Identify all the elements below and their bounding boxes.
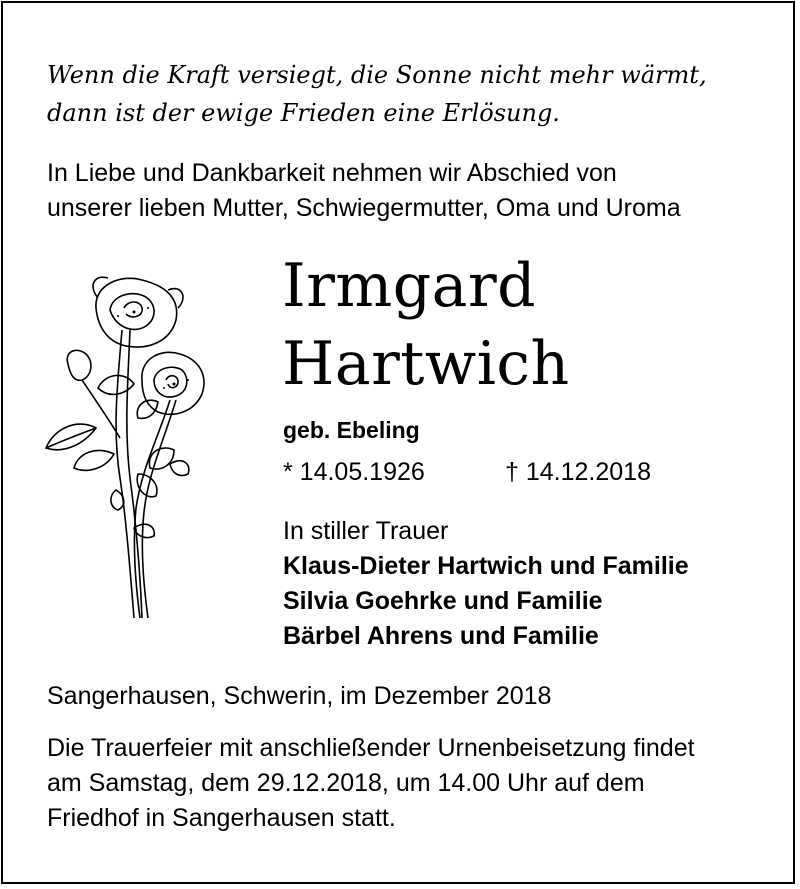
death-date: † 14.12.2018: [505, 458, 651, 486]
funeral-line-2: am Samstag, dem 29.12.2018, um 14.00 Uhr auf dem: [47, 769, 645, 797]
deceased-first-name: Irmgard: [282, 251, 537, 321]
mourners-heading: In stiller Trauer: [283, 517, 449, 545]
place-date: Sangerhausen, Schwerin, im Dezember 2018: [47, 682, 552, 710]
rose-icon: [38, 268, 216, 620]
deceased-last-name: Hartwich: [282, 329, 570, 399]
quote-line-1: Wenn die Kraft versiegt, die Sonne nicht mehr wärmt,: [47, 61, 707, 89]
funeral-line-3: Friedhof in Sangerhausen statt.: [47, 804, 396, 832]
mourner-name: Bärbel Ahrens und Familie: [283, 622, 599, 650]
intro-line-1: In Liebe und Dankbarkeit nehmen wir Abschied von: [47, 159, 617, 187]
mourner-name: Silvia Goehrke und Familie: [283, 587, 603, 615]
quote-line-2: dann ist der ewige Frieden eine Erlösung.: [47, 99, 560, 127]
mourner-name: Klaus-Dieter Hartwich und Familie: [283, 552, 689, 580]
funeral-line-1: Die Trauerfeier mit anschließender Urnenbeisetzung findet: [47, 734, 695, 762]
birth-date: * 14.05.1926: [283, 458, 425, 486]
maiden-name: geb. Ebeling: [283, 417, 420, 443]
intro-line-2: unserer lieben Mutter, Schwiegermutter, Oma und Uroma: [47, 194, 681, 222]
